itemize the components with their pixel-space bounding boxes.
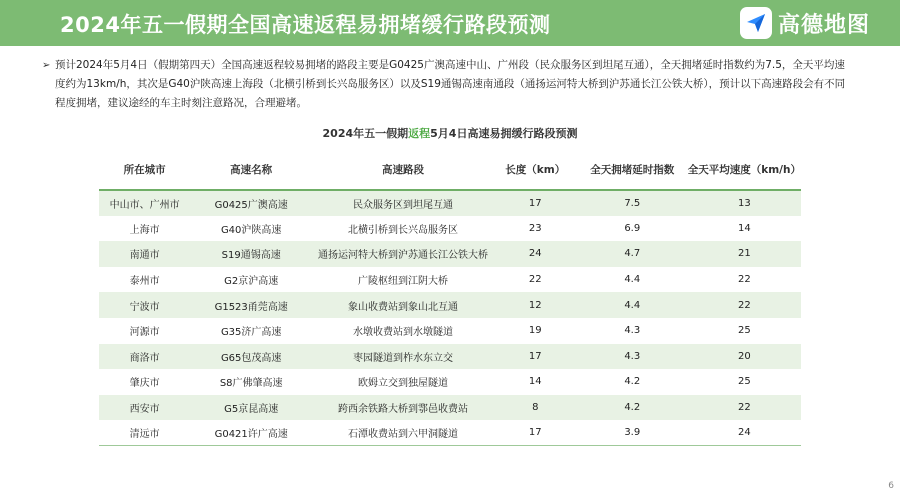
table-row [99,318,801,344]
cell-delay-index: 4.2 [624,376,641,388]
cell-length: 8 [494,395,577,421]
table-row [99,395,801,421]
header-bar [0,0,900,46]
table-row [99,267,801,293]
cell-section: 民众服务区到坦尾互通 [312,190,494,216]
table-title [0,125,900,141]
table-title-suffix: 5月4日高速易拥缓行路段预测 [430,127,578,140]
cell-highway: G0425广澳高速 [190,190,312,216]
cell-section: 象山收费站到象山北互通 [312,292,494,318]
cell-highway: G5京昆高速 [190,395,312,421]
cell-delay-index: 4.4 [577,292,688,318]
cell-section: 广陵枢纽到江阴大桥 [357,276,448,288]
header-delay-index: 全天拥堵延时指数 [577,150,688,190]
cell-highway: S8广佛肇高速 [219,378,283,390]
cell-length: 22 [528,274,542,286]
cell-avg-speed: 13 [688,190,801,216]
cell-length: 14 [528,376,542,388]
cell-highway: G65包茂高速 [190,344,312,370]
cell-highway: G0421许广高速 [190,420,312,446]
header-section: 高速路段 [312,150,494,190]
arrow-bullet-icon: ➢ [42,60,51,71]
table-row [99,420,801,446]
cell-highway: G2京沪高速 [224,276,279,288]
intro-paragraph [42,56,850,113]
cell-section: 枣园隧道到柞水东立交 [312,344,494,370]
cell-section: 北横引桥到长兴岛服务区 [347,224,458,236]
cell-city: 商洛市 [99,344,190,370]
cell-city: 中山市、广州市 [99,190,190,216]
cell-length: 17 [494,420,577,446]
cell-delay-index: 3.9 [577,420,688,446]
table-row [99,344,801,370]
header-avg-speed: 全天平均速度（km/h） [688,150,801,190]
cell-section: 水墩收费站到水墩隧道 [352,327,453,339]
cell-city: 肇庆市 [129,378,160,390]
cell-delay-index: 4.4 [624,274,641,286]
cell-delay-index: 7.5 [577,190,688,216]
cell-highway: G35济广高速 [220,327,282,339]
cell-avg-speed: 20 [688,344,801,370]
cell-avg-speed: 22 [688,395,801,421]
cell-length: 12 [494,292,577,318]
header-city: 所在城市 [99,150,190,190]
table-row [99,369,801,395]
cell-section: 石潭收费站到六甲洞隧道 [312,420,494,446]
cell-length: 17 [494,190,577,216]
table-header-row [99,150,801,190]
cell-avg-speed: 22 [738,274,751,286]
cell-delay-index: 4.7 [577,241,688,267]
table-row [99,190,801,216]
cell-city: 宁波市 [99,292,190,318]
cell-delay-index: 4.2 [577,395,688,421]
cell-avg-speed: 24 [688,420,801,446]
congestion-table [99,150,801,446]
cell-city: 西安市 [99,395,190,421]
cell-delay-index: 4.3 [577,344,688,370]
page-number: 6 [888,481,894,491]
cell-highway: S19通锡高速 [190,241,312,267]
cell-length: 19 [528,325,542,337]
cell-highway: G1523甬莞高速 [190,292,312,318]
header-length: 长度（km） [494,150,577,190]
cell-city: 上海市 [129,224,160,236]
cell-avg-speed: 25 [738,376,751,388]
cell-section: 欧姆立交到独屋隧道 [357,378,448,390]
header-highway: 高速名称 [190,150,312,190]
amap-logo [740,6,870,40]
cell-avg-speed: 14 [738,222,751,234]
table-title-prefix: 2024年五一假期 [322,127,409,140]
cell-length: 24 [494,241,577,267]
cell-length: 23 [528,222,542,234]
cell-city: 泰州市 [129,276,160,288]
cell-avg-speed: 21 [688,241,801,267]
cell-length: 17 [494,344,577,370]
table-row [99,241,801,267]
cell-avg-speed: 25 [738,325,751,337]
cell-highway: G40沪陕高速 [220,224,282,236]
cell-delay-index: 4.3 [624,325,641,337]
cell-city: 南通市 [99,241,190,267]
cell-section: 通扬运河特大桥到沪苏通长江公铁大桥 [312,241,494,267]
table-title-highlight: 返程 [408,127,431,140]
table-row [99,292,801,318]
cell-city: 河源市 [129,327,160,339]
intro-text: 预计2024年5月4日（假期第四天）全国高速返程较易拥堵的路段主要是G0425广澳高速中山、广州段（民众服务区到坦尾互通），全天拥堵延时指数约为7.5，全天平均速度约为13km/h，其次是G40沪陕高速上海段（北横引桥到长兴岛服务区）以及S19通锡高速南通段（通扬运河特大桥到沪苏通长江公铁大桥），预计以下高速路段会有不同程度拥堵，建议途经的车主时刻注意路况，合理避堵。 [55,59,846,109]
cell-city: 清远市 [99,420,190,446]
cell-section: 跨西余铁路大桥到鄠邑收费站 [312,395,494,421]
table-row [99,216,801,242]
cell-avg-speed: 22 [688,292,801,318]
cell-delay-index: 6.9 [624,222,641,234]
page-title: 2024年五一假期全国高速返程易拥堵缓行路段预测 [60,13,551,37]
paper-plane-icon [740,7,772,39]
logo-text: 高德地图 [777,12,870,38]
